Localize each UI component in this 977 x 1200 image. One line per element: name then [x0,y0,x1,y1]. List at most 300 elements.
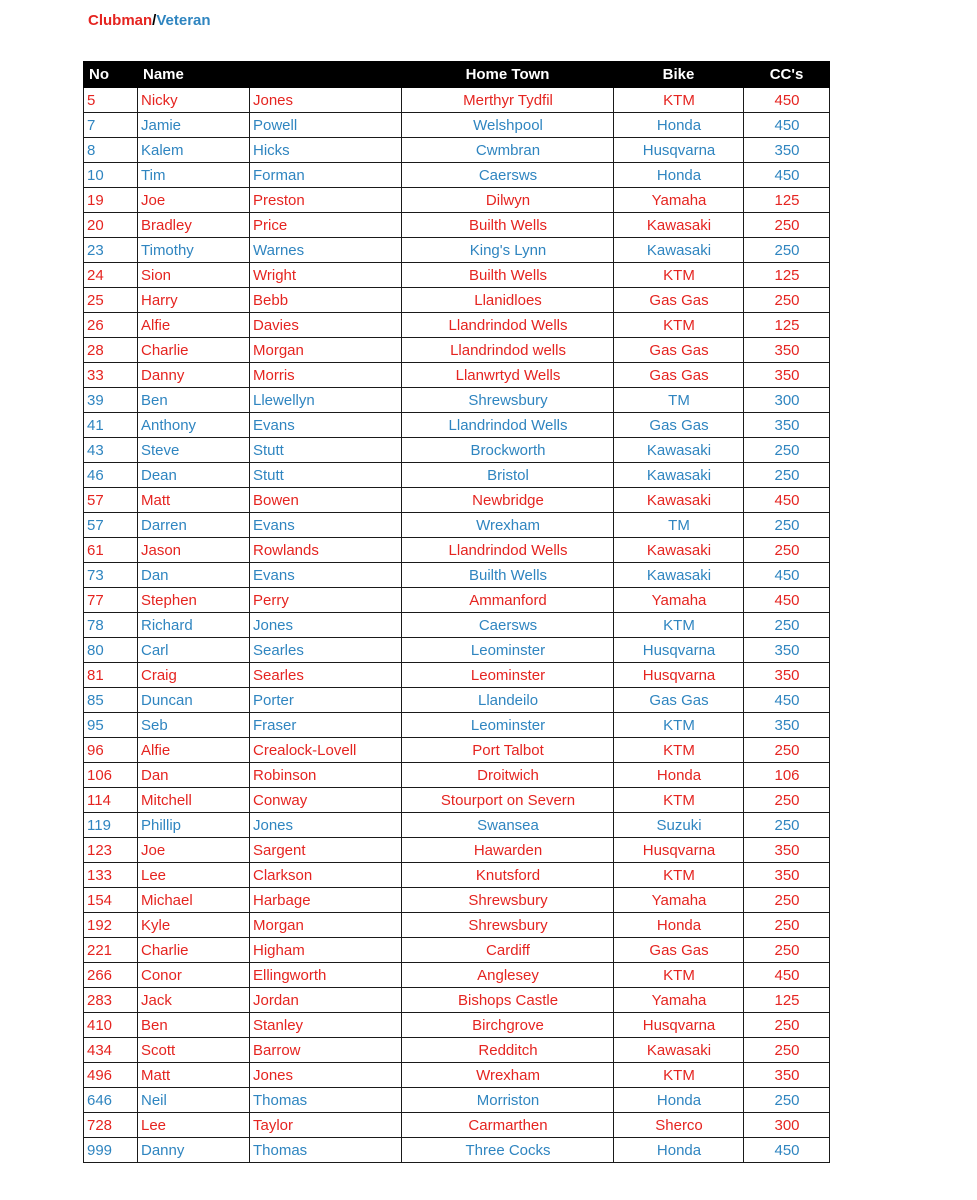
cell-last-name: Forman [250,163,402,188]
cell-home-town: Wrexham [402,1063,614,1088]
cell-last-name: Porter [250,688,402,713]
cell-cc: 350 [744,413,830,438]
cell-no: 192 [84,913,138,938]
cell-first-name: Ben [138,1013,250,1038]
cell-bike: Honda [614,1088,744,1113]
cell-home-town: Bishops Castle [402,988,614,1013]
cell-no: 25 [84,288,138,313]
cell-cc: 350 [744,1063,830,1088]
table-row [84,1138,830,1163]
cell-cc: 250 [744,1088,830,1113]
cell-first-name: Seb [138,713,250,738]
cell-bike: Gas Gas [614,688,744,713]
cell-first-name: Duncan [138,688,250,713]
cell-bike: KTM [614,788,744,813]
cell-bike: TM [614,513,744,538]
cell-first-name: Kyle [138,913,250,938]
cell-bike: Honda [614,163,744,188]
cell-first-name: Charlie [138,938,250,963]
cell-cc: 250 [744,888,830,913]
cell-no: 266 [84,963,138,988]
cell-no: 999 [84,1138,138,1163]
cell-first-name: Scott [138,1038,250,1063]
table-row [84,663,830,688]
cell-home-town: Llanidloes [402,288,614,313]
rider-entry-table [83,61,830,1163]
cell-no: 39 [84,388,138,413]
cell-no: 496 [84,1063,138,1088]
cell-bike: Kawasaki [614,238,744,263]
table-row [84,1088,830,1113]
cell-bike: Gas Gas [614,338,744,363]
cell-no: 106 [84,763,138,788]
cell-no: 61 [84,538,138,563]
cell-no: 123 [84,838,138,863]
table-row [84,738,830,763]
cell-cc: 450 [744,588,830,613]
cell-home-town: Hawarden [402,838,614,863]
cell-home-town: Caersws [402,613,614,638]
cell-first-name: Neil [138,1088,250,1113]
cell-bike: KTM [614,863,744,888]
cell-no: 23 [84,238,138,263]
cell-no: 283 [84,988,138,1013]
cell-home-town: Leominster [402,713,614,738]
cell-last-name: Searles [250,663,402,688]
cell-cc: 450 [744,963,830,988]
cell-no: 114 [84,788,138,813]
table-row [84,713,830,738]
cell-cc: 250 [744,438,830,463]
cell-cc: 250 [744,238,830,263]
cell-last-name: Jones [250,1063,402,1088]
header-name: Name [138,62,402,88]
cell-no: 434 [84,1038,138,1063]
cell-no: 77 [84,588,138,613]
cell-first-name: Sion [138,263,250,288]
cell-last-name: Searles [250,638,402,663]
cell-cc: 250 [744,938,830,963]
cell-home-town: Ammanford [402,588,614,613]
cell-first-name: Anthony [138,413,250,438]
cell-last-name: Taylor [250,1113,402,1138]
table-header-row [84,62,830,88]
cell-last-name: Higham [250,938,402,963]
table-row [84,863,830,888]
cell-bike: TM [614,388,744,413]
cell-cc: 300 [744,388,830,413]
cell-bike: Suzuki [614,813,744,838]
cell-home-town: Droitwich [402,763,614,788]
cell-home-town: Morriston [402,1088,614,1113]
cell-cc: 250 [744,213,830,238]
cell-bike: Kawasaki [614,438,744,463]
cell-bike: Kawasaki [614,213,744,238]
cell-bike: Honda [614,1138,744,1163]
cell-home-town: Merthyr Tydfil [402,88,614,113]
cell-bike: Husqvarna [614,138,744,163]
cell-home-town: Redditch [402,1038,614,1063]
cell-cc: 350 [744,363,830,388]
cell-no: 728 [84,1113,138,1138]
cell-home-town: Birchgrove [402,1013,614,1038]
table-row [84,613,830,638]
cell-home-town: Leominster [402,638,614,663]
cell-bike: Yamaha [614,988,744,1013]
cell-last-name: Rowlands [250,538,402,563]
cell-cc: 450 [744,488,830,513]
cell-cc: 350 [744,638,830,663]
table-row [84,963,830,988]
cell-cc: 250 [744,613,830,638]
cell-no: 119 [84,813,138,838]
cell-home-town: Leominster [402,663,614,688]
cell-home-town: Bristol [402,463,614,488]
cell-bike: Honda [614,913,744,938]
cell-home-town: Shrewsbury [402,388,614,413]
cell-cc: 350 [744,138,830,163]
cell-home-town: King's Lynn [402,238,614,263]
cell-no: 10 [84,163,138,188]
cell-cc: 350 [744,838,830,863]
cell-cc: 450 [744,1138,830,1163]
cell-last-name: Price [250,213,402,238]
cell-first-name: Tim [138,163,250,188]
cell-no: 41 [84,413,138,438]
cell-first-name: Jason [138,538,250,563]
header-cc: CC's [744,62,830,88]
cell-home-town: Builth Wells [402,563,614,588]
cell-bike: KTM [614,263,744,288]
cell-first-name: Bradley [138,213,250,238]
cell-home-town: Builth Wells [402,263,614,288]
cell-first-name: Matt [138,488,250,513]
cell-no: 410 [84,1013,138,1038]
cell-last-name: Warnes [250,238,402,263]
table-row [84,1038,830,1063]
header-no: No [84,62,138,88]
cell-cc: 250 [744,288,830,313]
cell-last-name: Preston [250,188,402,213]
table-row [84,588,830,613]
cell-first-name: Alfie [138,738,250,763]
cell-bike: KTM [614,963,744,988]
table-row [84,413,830,438]
cell-last-name: Morgan [250,338,402,363]
cell-cc: 350 [744,338,830,363]
cell-home-town: Anglesey [402,963,614,988]
cell-first-name: Darren [138,513,250,538]
cell-no: 80 [84,638,138,663]
cell-first-name: Danny [138,1138,250,1163]
cell-no: 20 [84,213,138,238]
cell-no: 19 [84,188,138,213]
cell-bike: Honda [614,113,744,138]
cell-bike: Kawasaki [614,563,744,588]
cell-no: 7 [84,113,138,138]
cell-bike: Kawasaki [614,463,744,488]
cell-first-name: Nicky [138,88,250,113]
cell-home-town: Shrewsbury [402,888,614,913]
cell-cc: 300 [744,1113,830,1138]
cell-bike: Husqvarna [614,663,744,688]
cell-no: 8 [84,138,138,163]
cell-last-name: Jones [250,88,402,113]
cell-no: 646 [84,1088,138,1113]
header-home-town: Home Town [402,62,614,88]
table-row [84,538,830,563]
table-row [84,688,830,713]
cell-last-name: Evans [250,413,402,438]
table-row [84,163,830,188]
cell-first-name: Conor [138,963,250,988]
cell-bike: Husqvarna [614,838,744,863]
cell-last-name: Clarkson [250,863,402,888]
table-row [84,1013,830,1038]
cell-last-name: Bebb [250,288,402,313]
cell-first-name: Mitchell [138,788,250,813]
cell-no: 28 [84,338,138,363]
cell-cc: 350 [744,713,830,738]
cell-first-name: Danny [138,363,250,388]
cell-last-name: Jordan [250,988,402,1013]
cell-last-name: Ellingworth [250,963,402,988]
cell-first-name: Jack [138,988,250,1013]
cell-bike: Husqvarna [614,1013,744,1038]
cell-last-name: Evans [250,563,402,588]
cell-cc: 125 [744,263,830,288]
cell-cc: 106 [744,763,830,788]
cell-no: 133 [84,863,138,888]
cell-no: 85 [84,688,138,713]
cell-bike: Yamaha [614,888,744,913]
cell-home-town: Stourport on Severn [402,788,614,813]
cell-bike: Gas Gas [614,288,744,313]
cell-bike: Husqvarna [614,638,744,663]
cell-home-town: Swansea [402,813,614,838]
cell-cc: 250 [744,513,830,538]
cell-no: 24 [84,263,138,288]
cell-home-town: Cardiff [402,938,614,963]
cell-bike: Gas Gas [614,938,744,963]
cell-cc: 250 [744,813,830,838]
table-row [84,113,830,138]
cell-last-name: Wright [250,263,402,288]
table-row [84,563,830,588]
table-row [84,288,830,313]
cell-first-name: Richard [138,613,250,638]
cell-cc: 250 [744,738,830,763]
cell-first-name: Joe [138,188,250,213]
cell-cc: 350 [744,863,830,888]
cell-last-name: Jones [250,813,402,838]
class-legend [88,12,211,29]
cell-home-town: Llandrindod Wells [402,313,614,338]
cell-last-name: Morris [250,363,402,388]
cell-first-name: Steve [138,438,250,463]
cell-home-town: Carmarthen [402,1113,614,1138]
cell-first-name: Alfie [138,313,250,338]
cell-bike: Kawasaki [614,538,744,563]
cell-no: 95 [84,713,138,738]
cell-no: 57 [84,513,138,538]
table-row [84,513,830,538]
veteran-label: Veteran [156,12,211,29]
cell-cc: 125 [744,988,830,1013]
table-row [84,938,830,963]
cell-last-name: Conway [250,788,402,813]
cell-no: 221 [84,938,138,963]
table-row [84,763,830,788]
cell-cc: 125 [744,313,830,338]
cell-no: 81 [84,663,138,688]
cell-first-name: Jamie [138,113,250,138]
cell-cc: 250 [744,463,830,488]
cell-bike: Yamaha [614,188,744,213]
cell-last-name: Evans [250,513,402,538]
cell-last-name: Hicks [250,138,402,163]
cell-first-name: Carl [138,638,250,663]
cell-last-name: Llewellyn [250,388,402,413]
table-row [84,488,830,513]
cell-home-town: Llanwrtyd Wells [402,363,614,388]
cell-home-town: Cwmbran [402,138,614,163]
cell-cc: 250 [744,1013,830,1038]
table-row [84,438,830,463]
table-row [84,338,830,363]
cell-last-name: Stanley [250,1013,402,1038]
cell-home-town: Three Cocks [402,1138,614,1163]
cell-first-name: Phillip [138,813,250,838]
cell-last-name: Stutt [250,438,402,463]
cell-first-name: Lee [138,863,250,888]
table-row [84,388,830,413]
cell-cc: 450 [744,113,830,138]
cell-home-town: Caersws [402,163,614,188]
clubman-label: Clubman [88,12,153,29]
table-row [84,913,830,938]
cell-home-town: Welshpool [402,113,614,138]
cell-last-name: Robinson [250,763,402,788]
cell-last-name: Crealock-Lovell [250,738,402,763]
cell-cc: 250 [744,788,830,813]
cell-bike: KTM [614,313,744,338]
table-row [84,838,830,863]
cell-no: 73 [84,563,138,588]
cell-last-name: Barrow [250,1038,402,1063]
cell-bike: Kawasaki [614,488,744,513]
cell-bike: Kawasaki [614,1038,744,1063]
cell-last-name: Fraser [250,713,402,738]
legend-separator: / [152,12,157,29]
cell-first-name: Charlie [138,338,250,363]
cell-no: 46 [84,463,138,488]
cell-no: 33 [84,363,138,388]
cell-home-town: Shrewsbury [402,913,614,938]
cell-home-town: Llandeilo [402,688,614,713]
cell-no: 78 [84,613,138,638]
cell-no: 154 [84,888,138,913]
cell-home-town: Knutsford [402,863,614,888]
cell-last-name: Jones [250,613,402,638]
table-row [84,1113,830,1138]
table-row [84,188,830,213]
cell-first-name: Michael [138,888,250,913]
cell-last-name: Harbage [250,888,402,913]
table-row [84,138,830,163]
cell-home-town: Wrexham [402,513,614,538]
cell-bike: Honda [614,763,744,788]
cell-bike: KTM [614,713,744,738]
cell-cc: 350 [744,663,830,688]
cell-cc: 450 [744,688,830,713]
cell-first-name: Lee [138,1113,250,1138]
cell-bike: Sherco [614,1113,744,1138]
cell-home-town: Dilwyn [402,188,614,213]
cell-last-name: Davies [250,313,402,338]
cell-last-name: Perry [250,588,402,613]
cell-first-name: Craig [138,663,250,688]
cell-bike: KTM [614,738,744,763]
cell-cc: 450 [744,563,830,588]
cell-home-town: Llandrindod wells [402,338,614,363]
cell-bike: KTM [614,88,744,113]
cell-cc: 450 [744,163,830,188]
cell-last-name: Thomas [250,1088,402,1113]
table-row [84,213,830,238]
cell-last-name: Sargent [250,838,402,863]
cell-cc: 250 [744,1038,830,1063]
cell-no: 5 [84,88,138,113]
cell-first-name: Joe [138,838,250,863]
table-row [84,1063,830,1088]
cell-first-name: Matt [138,1063,250,1088]
table-row [84,238,830,263]
cell-first-name: Stephen [138,588,250,613]
cell-first-name: Ben [138,388,250,413]
cell-home-town: Port Talbot [402,738,614,763]
cell-bike: KTM [614,1063,744,1088]
cell-home-town: Builth Wells [402,213,614,238]
cell-cc: 250 [744,538,830,563]
table-row [84,638,830,663]
table-row [84,263,830,288]
cell-cc: 125 [744,188,830,213]
table-row [84,363,830,388]
cell-no: 26 [84,313,138,338]
table-row [84,88,830,113]
cell-home-town: Brockworth [402,438,614,463]
cell-bike: Gas Gas [614,363,744,388]
table-row [84,888,830,913]
cell-first-name: Dean [138,463,250,488]
table-row [84,463,830,488]
table-row [84,788,830,813]
cell-no: 57 [84,488,138,513]
cell-bike: Gas Gas [614,413,744,438]
cell-no: 96 [84,738,138,763]
cell-home-town: Newbridge [402,488,614,513]
cell-bike: Yamaha [614,588,744,613]
cell-last-name: Powell [250,113,402,138]
cell-first-name: Dan [138,763,250,788]
header-bike: Bike [614,62,744,88]
cell-bike: KTM [614,613,744,638]
cell-home-town: Llandrindod Wells [402,413,614,438]
table-row [84,988,830,1013]
table-row [84,313,830,338]
cell-last-name: Morgan [250,913,402,938]
